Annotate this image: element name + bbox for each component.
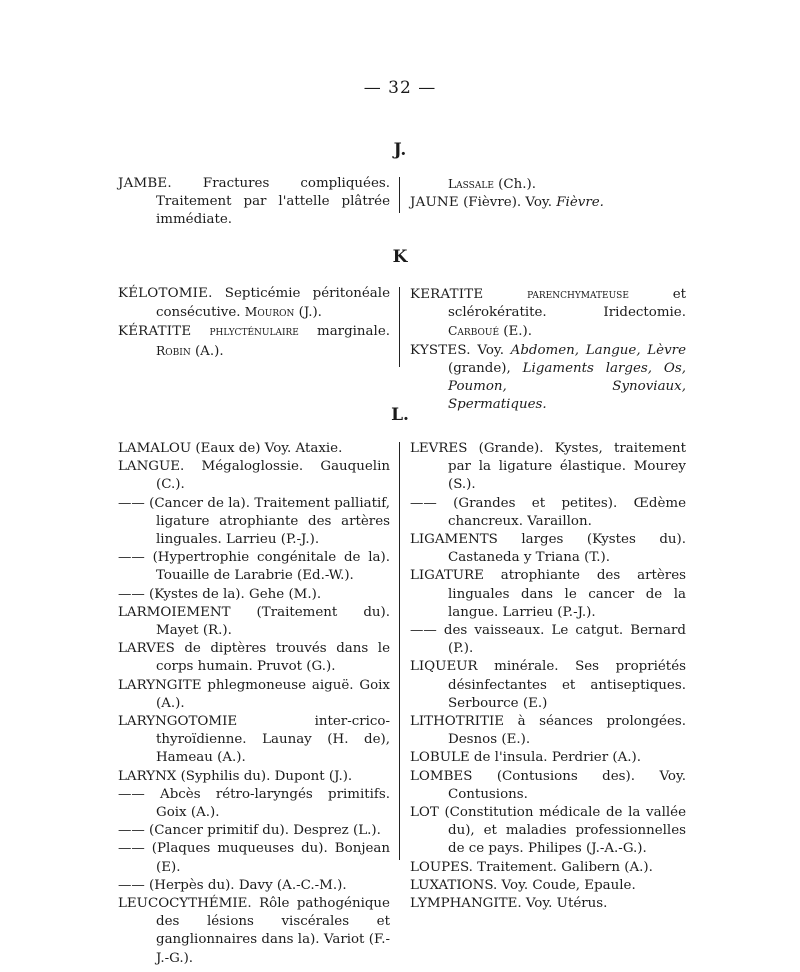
index-entry: KERATITE parenchymateuse et sclérokératite. Iridectomie. Carboué (E.). — [410, 287, 686, 340]
index-entry: LEUCOCYTHÉMIE. Rôle pathogénique des lésions viscérales et ganglionnaires dans la). Variot (F.-J.-G.). — [118, 896, 390, 966]
index-entry: LIGAMENTS larges (Kystes du). Castaneda y Triana (T.). — [410, 532, 686, 566]
column-left — [118, 440, 390, 968]
index-entry: LARVES de diptères trouvés dans le corps humain. Pruvot (G.). — [118, 641, 390, 675]
index-entry: —— des vaisseaux. Le catgut. Bernard (P.). — [410, 623, 686, 657]
index-entry: —— (Cancer de la). Traitement palliatif, ligature atrophiante des artères linguales. Larrieu (P.-J.). — [118, 495, 390, 548]
section-heading-j: J. — [393, 140, 407, 160]
index-entry: LOT (Constitution médicale de la vallée du), et maladies professionnelles de ce pays. Philipes (J.-A.-G.). — [410, 805, 686, 857]
section-heading-k: K — [392, 247, 408, 267]
column-divider — [399, 287, 400, 367]
section-k — [118, 285, 687, 413]
index-entry: JAMBE. Fractures compliquées. Traitement par l'attelle plâtrée immédiate. — [118, 176, 390, 228]
index-entry: LARYNGITE phlegmoneuse aiguë. Goix (A.). — [118, 677, 390, 711]
index-entry: KÉRATITE phlycténulaire marginale. Robin (A.). — [118, 324, 390, 359]
index-entry: —— (Plaques muqueuses du). Bonjean (E). — [118, 841, 390, 875]
index-entry: LEVRES (Grande). Kystes, traitement par la ligature élastique. Mourey (S.). — [410, 441, 686, 493]
section-heading-l: L. — [391, 405, 409, 425]
index-entry: JAUNE (Fièvre). Voy. Fièvre. — [410, 195, 604, 211]
index-entry: LOMBES (Contusions des). Voy. Contusions. — [410, 768, 686, 802]
section-l — [118, 440, 686, 966]
index-entry: LITHOTRITIE à séances prolongées. Desnos (E.). — [410, 714, 686, 748]
column-divider — [399, 442, 400, 860]
column-right — [410, 285, 686, 414]
index-entry: LARYNX (Syphilis du). Dupont (J.). — [118, 768, 353, 784]
column-left — [118, 175, 390, 230]
column-right — [410, 175, 686, 212]
index-entry: —— (Hypertrophie congénitale de la). Touaille de Larabrie (Ed.-W.). — [118, 550, 390, 584]
index-entry: KYSTES. Voy. Abdomen, Langue, Lèvre (grande), Ligaments larges, Os, Poumon, Synoviaux, Spermatiques. — [410, 342, 687, 413]
index-entry: —— (Cancer primitif du). Desprez (L.). — [118, 823, 381, 839]
index-entry: LARMOIEMENT (Traitement du). Mayet (R.). — [118, 604, 390, 639]
index-entry: —— (Grandes et petites). Œdème chancreux. Varaillon. — [410, 495, 686, 529]
index-entry: —— Abcès rétro-laryngés primitifs. Goix (A.). — [118, 786, 390, 821]
index-entry: LYMPHANGITE. Voy. Utérus. — [410, 896, 608, 912]
page-number: — 32 — — [363, 78, 437, 98]
index-entry: LOBULE de l'insula. Perdrier (A.). — [410, 750, 642, 766]
index-entry: —— (Herpès du). Davy (A.-C.-M.). — [118, 877, 347, 893]
index-entry: LANGUE. Mégaloglossie. Gauquelin (C.). — [118, 459, 390, 493]
column-divider — [399, 177, 400, 213]
index-entry: LIGATURE atrophiante des artères linguales dans le cancer de la langue. Larrieu (P.-J.). — [410, 568, 686, 620]
index-entry: LAMALOU (Eaux de) Voy. Ataxie. — [118, 441, 343, 456]
column-left — [118, 285, 390, 361]
section-j — [118, 175, 686, 228]
index-entry: LOUPES. Traitement. Galibern (A.). — [410, 859, 653, 875]
index-entry: KÉLOTOMIE. Septicémie péritonéale consécutive. Mouron (J.). — [118, 286, 390, 321]
index-entry: LARYNGOTOMIE inter-crico-thyroïdienne. Launay (H. de), Hameau (A.). — [118, 714, 390, 766]
index-entry: LIQUEUR minérale. Ses propriétés désinfectantes et antiseptiques. Serbource (E.) — [410, 659, 686, 711]
index-entry: —— (Kystes de la). Gehe (M.). — [118, 586, 322, 602]
index-entry: Lassale (Ch.). — [448, 177, 536, 192]
column-right — [410, 440, 686, 913]
index-entry: LUXATIONS. Voy. Coude, Epaule. — [410, 877, 636, 893]
